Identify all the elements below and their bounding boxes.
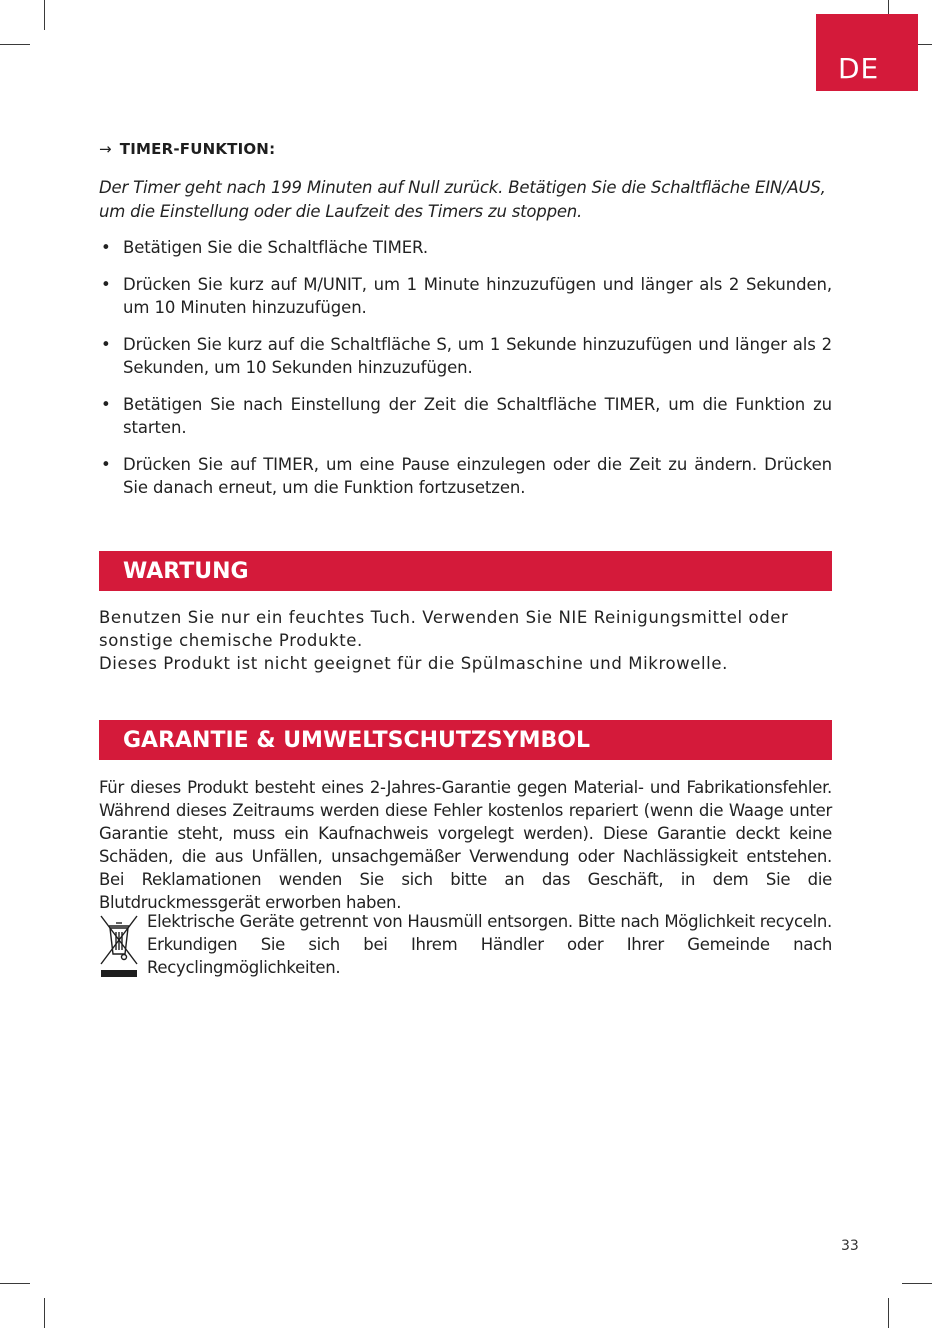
crop-mark [888, 1298, 889, 1328]
recycling-notice [99, 910, 832, 979]
language-code: DE [838, 52, 880, 85]
page-number: 33 [841, 1238, 859, 1254]
recycling-text: Elektrische Geräte getrennt von Hausmüll entsorgen. Bitte nach Möglichkeit recyceln. Erkundigen Sie sich bei Ihrem Händler oder Ihrer Gemeinde nach Recyclingmöglichkeiten. [147, 912, 832, 977]
crossed-out-wheelie-bin-icon [99, 912, 139, 978]
warranty-text: Für dieses Produkt besteht eines 2-Jahres-Garantie gegen Material- und Fabrikationsfehler. Während dieses Zeitraums werden diese Fehler kostenlos repariert (wenn die Waage unter Garantie steht, muss ein Kaufnachweis vorgelegt werden). Diese Garantie deckt keine Schäden, die aus Unfällen, unsachgemäßer Verwendung oder Nachlässigkeit entstehen. Bei Reklamationen wenden Sie sich bitte an das Geschäft, in dem Sie die Blutdruckmessgerät erworben haben. [99, 778, 832, 912]
timer-bullet-list [99, 236, 832, 513]
crop-mark [0, 1283, 30, 1284]
arrow-right-icon: → [99, 140, 112, 158]
timer-heading-text: TIMER-FUNKTION: [119, 140, 276, 158]
crop-mark [902, 1283, 932, 1284]
list-item: • Betätigen Sie nach Einstellung der Zeit die Schaltfläche TIMER, um die Funktion zu starten. [99, 393, 832, 439]
list-item: • Betätigen Sie die Schaltfläche TIMER. [99, 236, 832, 259]
maintenance-section-header [99, 551, 832, 591]
crop-mark [44, 1298, 45, 1328]
list-item: • Drücken Sie kurz auf die Schaltfläche S, um 1 Sekunde hinzuzufügen und länger als 2 Sekunden, um 10 Sekunden hinzuzufügen. [99, 333, 832, 379]
list-item: • Drücken Sie auf TIMER, um eine Pause einzulegen oder die Zeit zu ändern. Drücken Sie danach erneut, um die Funktion fortzusetzen. [99, 453, 832, 499]
maintenance-line-2: Dieses Produkt ist nicht geeignet für die Spülmaschine und Mikrowelle. [99, 654, 728, 673]
crop-mark [0, 44, 30, 45]
language-tab [816, 14, 918, 91]
warranty-section-header [99, 720, 832, 760]
maintenance-line-1: Benutzen Sie nur ein feuchtes Tuch. Verwenden Sie NIE Reinigungsmittel oder sonstige chemische Produkte. [99, 608, 789, 650]
maintenance-text [99, 606, 832, 675]
list-item: • Drücken Sie kurz auf M/UNIT, um 1 Minute hinzuzufügen und länger als 2 Sekunden, um 10 Minuten hinzuzufügen. [99, 273, 832, 319]
maintenance-title: WARTUNG [123, 558, 249, 584]
warranty-title: GARANTIE & UMWELTSCHUTZSYMBOL [123, 727, 591, 753]
timer-heading [99, 140, 275, 158]
timer-intro: Der Timer geht nach 199 Minuten auf Null zurück. Betätigen Sie die Schaltfläche EIN/AUS, um die Einstellung oder die Laufzeit des Timers zu stoppen. [99, 178, 826, 221]
crop-mark [44, 0, 45, 30]
